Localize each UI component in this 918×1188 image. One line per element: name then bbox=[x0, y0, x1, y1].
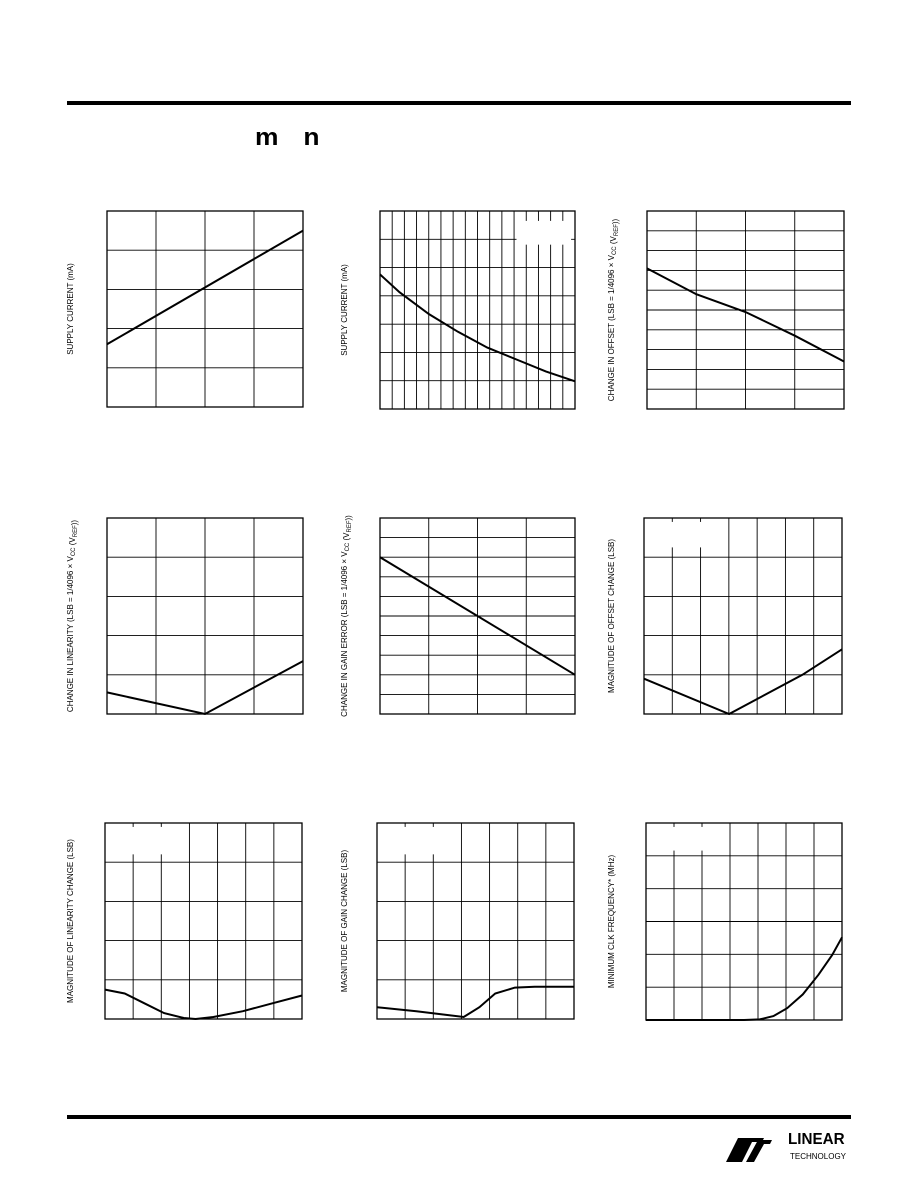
y-axis-label-part: MINIMUM CLK FREQUENCY* (MHz) bbox=[607, 854, 616, 989]
y-axis-label-part: CC bbox=[71, 547, 77, 557]
chart-change-in-gain-error bbox=[335, 505, 580, 735]
y-axis-label-part: MAGNITUDE OF GAIN CHANGE (LSB) bbox=[340, 849, 349, 993]
chart-change-in-linearity bbox=[64, 505, 309, 735]
chart-supply-current-2 bbox=[335, 205, 580, 415]
y-axis-label bbox=[340, 850, 349, 993]
legend-area bbox=[658, 827, 713, 851]
y-axis-label bbox=[607, 855, 616, 989]
y-axis-label-part: (V bbox=[342, 532, 351, 543]
plot-frame bbox=[644, 518, 842, 714]
legend-area bbox=[656, 522, 725, 547]
y-axis-label-part: CC bbox=[345, 542, 351, 552]
chart-supply-current-1 bbox=[64, 205, 309, 415]
y-axis-label-part: )) bbox=[611, 218, 620, 225]
y-axis-label bbox=[607, 218, 620, 401]
y-axis-label-part: CHANGE IN GAIN ERROR (LSB = 1/4096 × V bbox=[340, 551, 349, 717]
y-axis-label-part: CC bbox=[612, 246, 618, 256]
y-axis-label-part: SUPPLY CURRENT (mA) bbox=[66, 263, 75, 355]
legend-area bbox=[125, 827, 184, 854]
y-axis-label-part: REF bbox=[614, 224, 620, 237]
y-axis-label-part: (V bbox=[68, 537, 77, 548]
y-axis-label-part: REF bbox=[73, 525, 79, 538]
section-heading: m n bbox=[255, 124, 329, 151]
top-rule bbox=[67, 101, 851, 105]
logo-subtitle: TECHNOLOGY bbox=[790, 1152, 847, 1161]
y-axis-label bbox=[340, 264, 349, 356]
legend-area bbox=[517, 221, 572, 245]
chart-magnitude-linearity-change bbox=[64, 815, 309, 1030]
y-axis-label-part: MAGNITUDE OF LINEARITY CHANGE (LSB) bbox=[66, 839, 75, 1003]
y-axis-label-part: SUPPLY CURRENT (mA) bbox=[340, 264, 349, 356]
logo-wordmark: LINEAR bbox=[788, 1131, 845, 1148]
chart-change-in-offset bbox=[602, 205, 852, 415]
series-line bbox=[644, 649, 842, 714]
chart-minimum-clk-frequency bbox=[602, 815, 852, 1030]
y-axis-label-part: CHANGE IN LINEARITY (LSB = 1/4096 × V bbox=[66, 556, 75, 713]
y-axis-label-part: REF bbox=[347, 520, 353, 533]
series-line bbox=[377, 987, 574, 1017]
series-line bbox=[105, 990, 302, 1019]
chart-magnitude-offset-change bbox=[602, 510, 852, 735]
y-axis-label-part: (V bbox=[609, 236, 618, 247]
y-axis-label bbox=[66, 839, 75, 1003]
y-axis-label bbox=[340, 515, 353, 717]
y-axis-label-part: )) bbox=[70, 519, 79, 526]
y-axis-label-part: CHANGE IN OFFSET (LSB = 1/4096 × V bbox=[607, 255, 616, 402]
bottom-rule bbox=[67, 1115, 851, 1119]
y-axis-label-part: MAGNITUDE OF OFFSET CHANGE (LSB) bbox=[607, 538, 616, 694]
y-axis-label bbox=[66, 520, 79, 712]
y-axis-label bbox=[607, 539, 616, 693]
series-line bbox=[646, 937, 842, 1020]
y-axis-label-part: )) bbox=[344, 515, 353, 521]
legend-area bbox=[397, 827, 456, 854]
y-axis-label bbox=[66, 263, 75, 355]
chart-magnitude-gain-change bbox=[335, 815, 580, 1030]
